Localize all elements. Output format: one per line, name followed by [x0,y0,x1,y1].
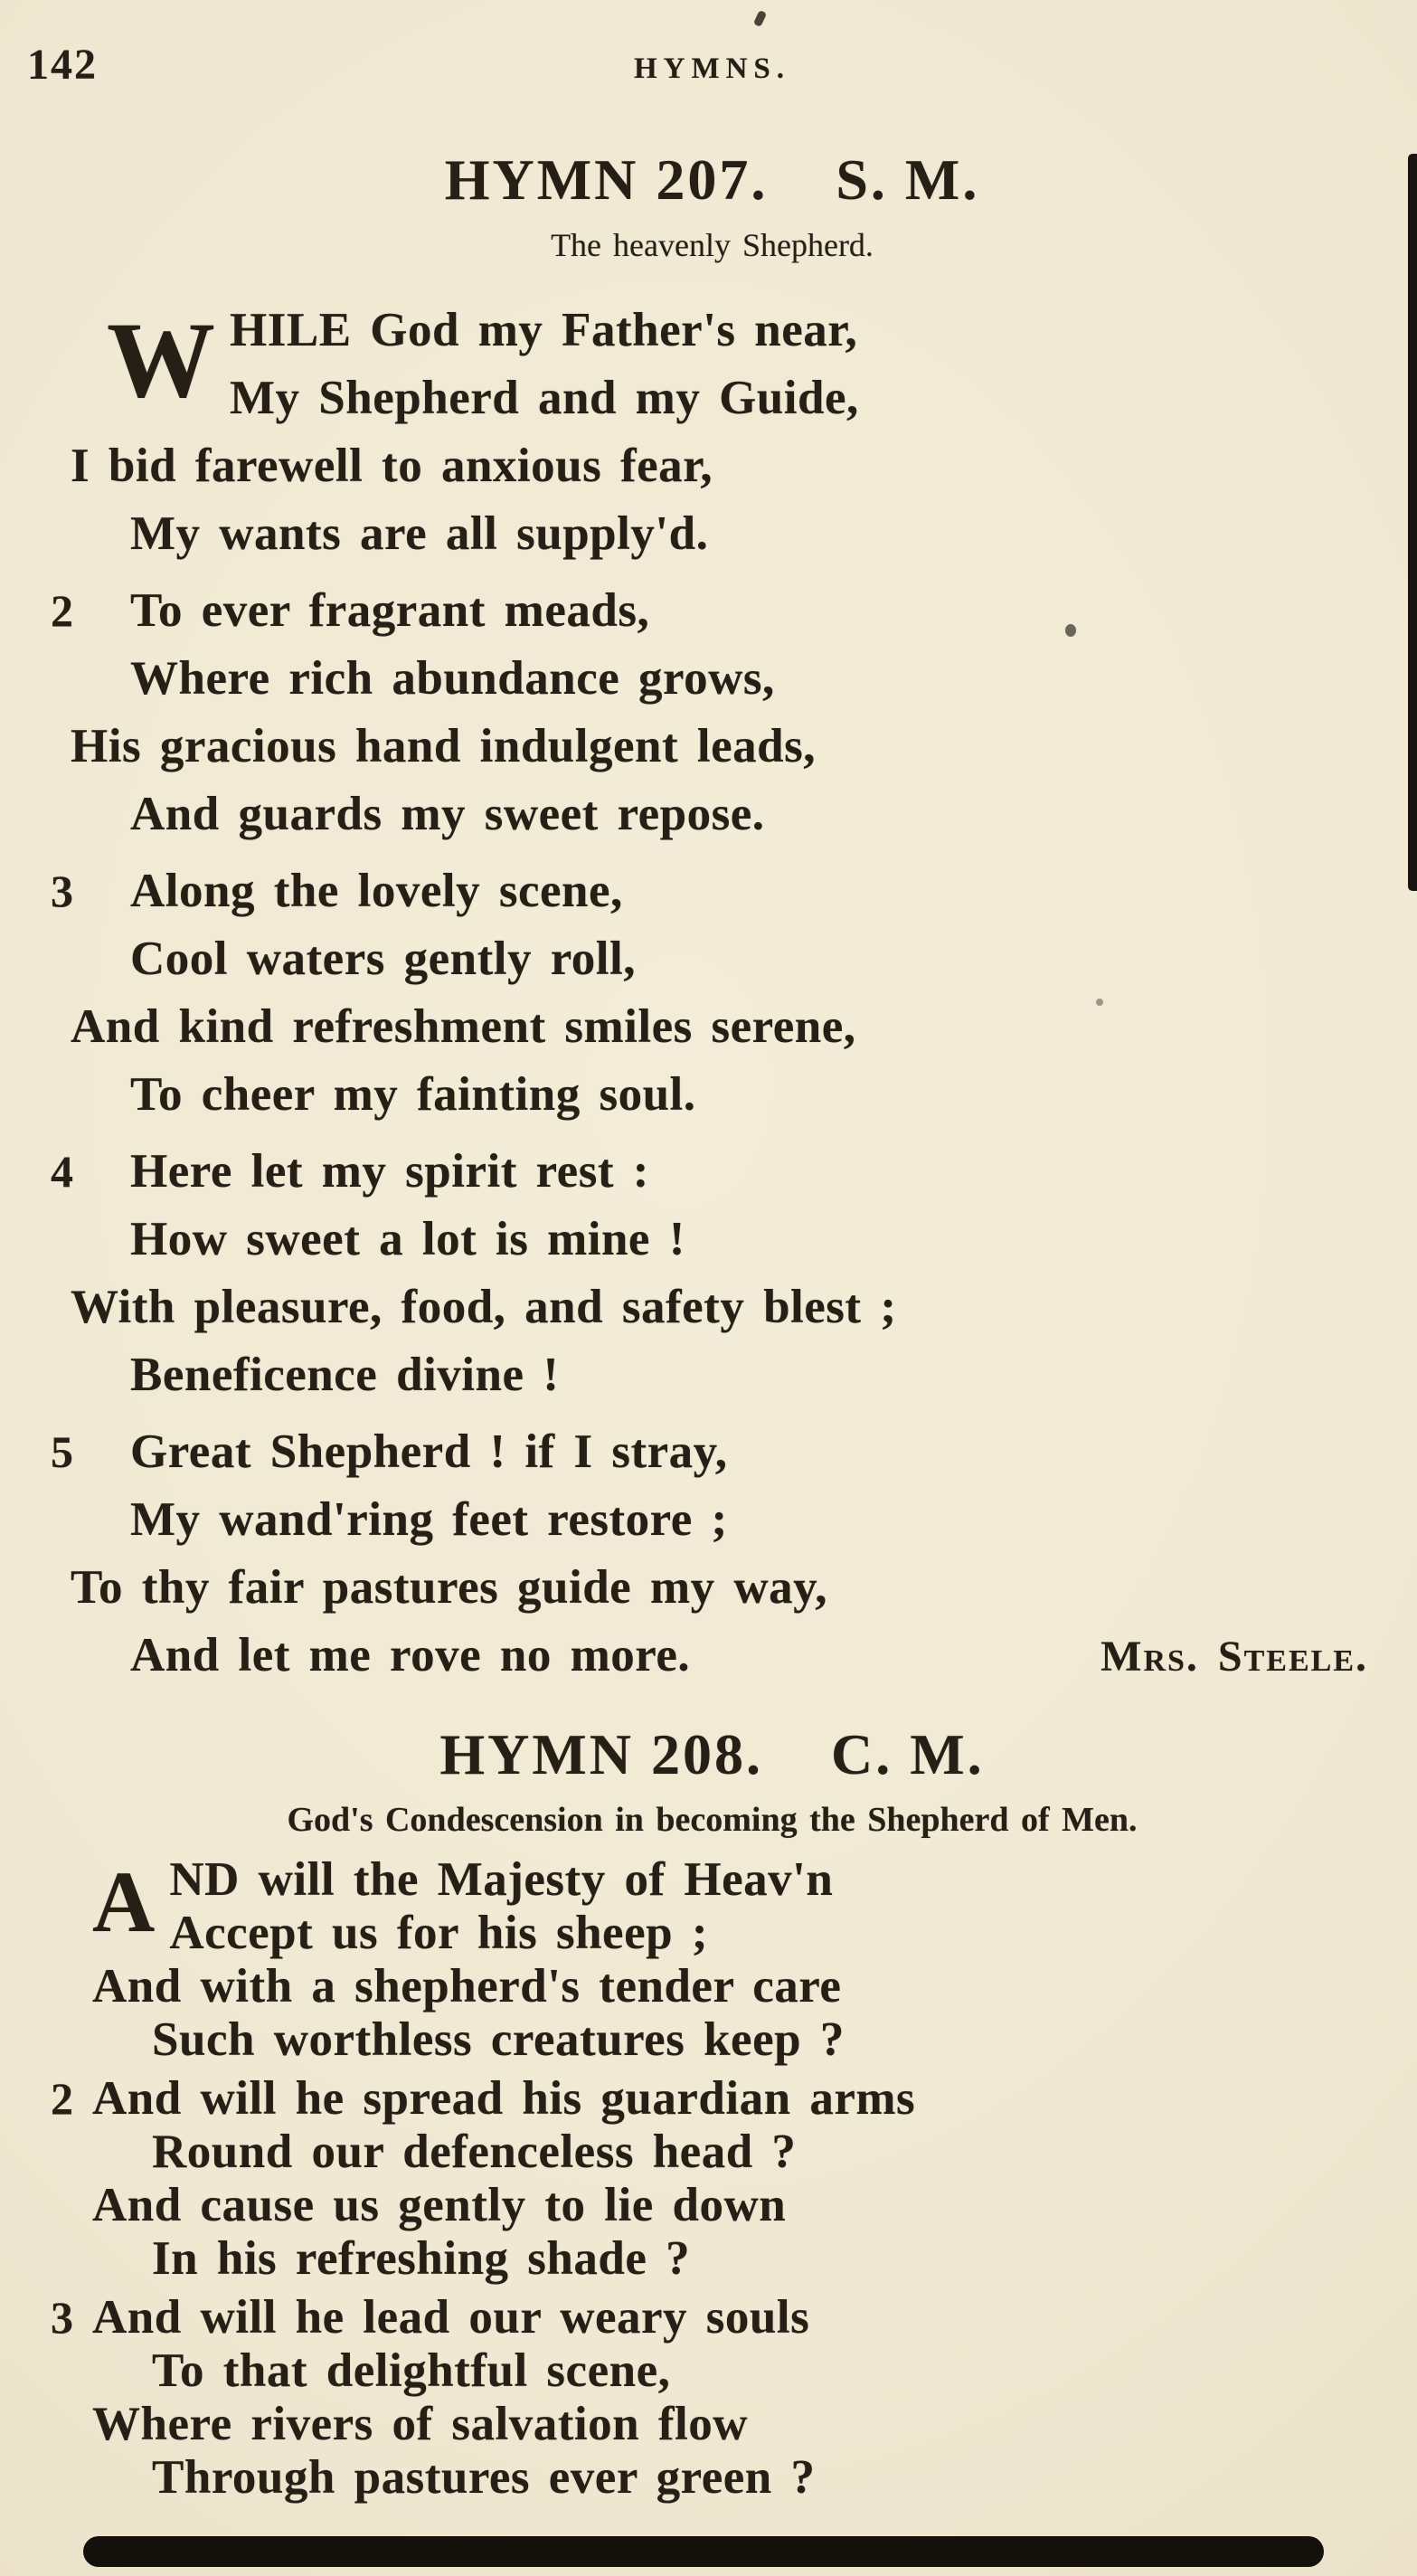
scan-artifact-bottom-bar [83,2536,1324,2567]
verse-line: How sweet a lot is mine ! [130,1213,685,1265]
hymn-subtitle: God's Condescension in becoming the Shepherd of Men. [287,1801,1138,1839]
verse-3 [51,857,1374,1129]
verse-line: I bid farewell to anxious fear, [71,440,713,492]
verse-1 [51,1853,1374,2067]
hymn-number: HYMN 207. [444,147,769,212]
hymn-number: HYMN 208. [439,1722,763,1786]
verse-line: And with a shepherd's tender care [92,1960,842,2012]
verse-line: ND will the Majesty of Heav'n [169,1853,834,1906]
scan-speck [1065,624,1076,637]
page-number: 142 [27,41,98,89]
verse-1 [51,297,1374,568]
drop-cap: A [92,1853,156,1950]
verse-number: 4 [51,1146,73,1197]
verse-5 [51,1418,1374,1690]
verse-line-text: And let me rove no more. [130,1629,691,1681]
verse-2 [51,2072,1374,2286]
verse-line: Cool waters gently roll, [130,933,636,985]
verse-number: 5 [51,1426,73,1477]
verse-line: His gracious hand indulgent leads, [71,720,817,772]
hymn-verses [51,1853,1374,2505]
verse-line: Beneficence divine ! [130,1349,560,1401]
verse-line: In his refreshing shade ? [152,2232,691,2285]
verse-line [51,1622,1374,1690]
verse-line: To thy fair pastures guide my way, [71,1561,827,1614]
hymn-title [51,147,1374,213]
hymn-meter: C. M. [831,1722,985,1786]
verse-3 [51,2291,1374,2505]
hymn-meter: S. M. [836,147,980,212]
hymn-verses [51,297,1374,1690]
verse-line: HILE God my Father's near, [230,304,858,356]
verse-line: With pleasure, food, and safety blest ; [71,1281,897,1333]
verse-line: Here let my spirit rest : [130,1145,649,1198]
verse-number: 3 [51,2292,73,2343]
running-header: HYMNS. [633,52,791,85]
scan-artifact-right-edge [1408,154,1417,891]
verse-number: 3 [51,866,73,916]
page-header [27,38,1374,96]
hymn-subtitle: The heavenly Shepherd. [551,227,874,263]
verse-number: 2 [51,2073,73,2124]
verse-line: And guards my sweet repose. [130,788,765,840]
scan-speck [753,10,767,27]
verse-line: Where rivers of salvation flow [92,2398,749,2450]
verse-line: And will he lead our weary souls [92,2291,810,2344]
verse-2 [51,577,1374,848]
verse-line: And cause us gently to lie down [92,2179,787,2231]
verse-line: My Shepherd and my Guide, [230,372,859,424]
verse-line: My wand'ring feet restore ; [130,1493,728,1546]
verse-line: Such worthless creatures keep ? [152,2013,845,2066]
drop-cap: W [107,299,215,420]
hymn-207 [51,147,1374,1690]
verse-4 [51,1138,1374,1409]
verse-line: Accept us for his sheep ; [169,1907,708,1959]
verse-number: 2 [51,585,73,636]
verse-line: Along the lovely scene, [130,865,623,917]
verse-line: Great Shepherd ! if I stray, [130,1425,728,1478]
verse-line: And kind refreshment smiles serene, [71,1000,856,1053]
verse-line: Round our defenceless head ? [152,2126,797,2178]
verse-line: And will he spread his guardian arms [92,2072,916,2125]
verse-line: To ever fragrant meads, [130,584,650,637]
verse-line: To that delightful scene, [152,2344,671,2397]
hymn-208 [51,1721,1374,2505]
author-attribution: Mrs. Steele. [1101,1633,1368,1681]
verse-line: My wants are all supply'd. [130,507,709,560]
verse-line: Where rich abundance grows, [130,652,775,705]
verse-line: Through pastures ever green ? [152,2451,816,2504]
scan-speck [1096,999,1103,1006]
hymn-title [51,1721,1374,1788]
verse-line: To cheer my fainting soul. [130,1068,696,1121]
